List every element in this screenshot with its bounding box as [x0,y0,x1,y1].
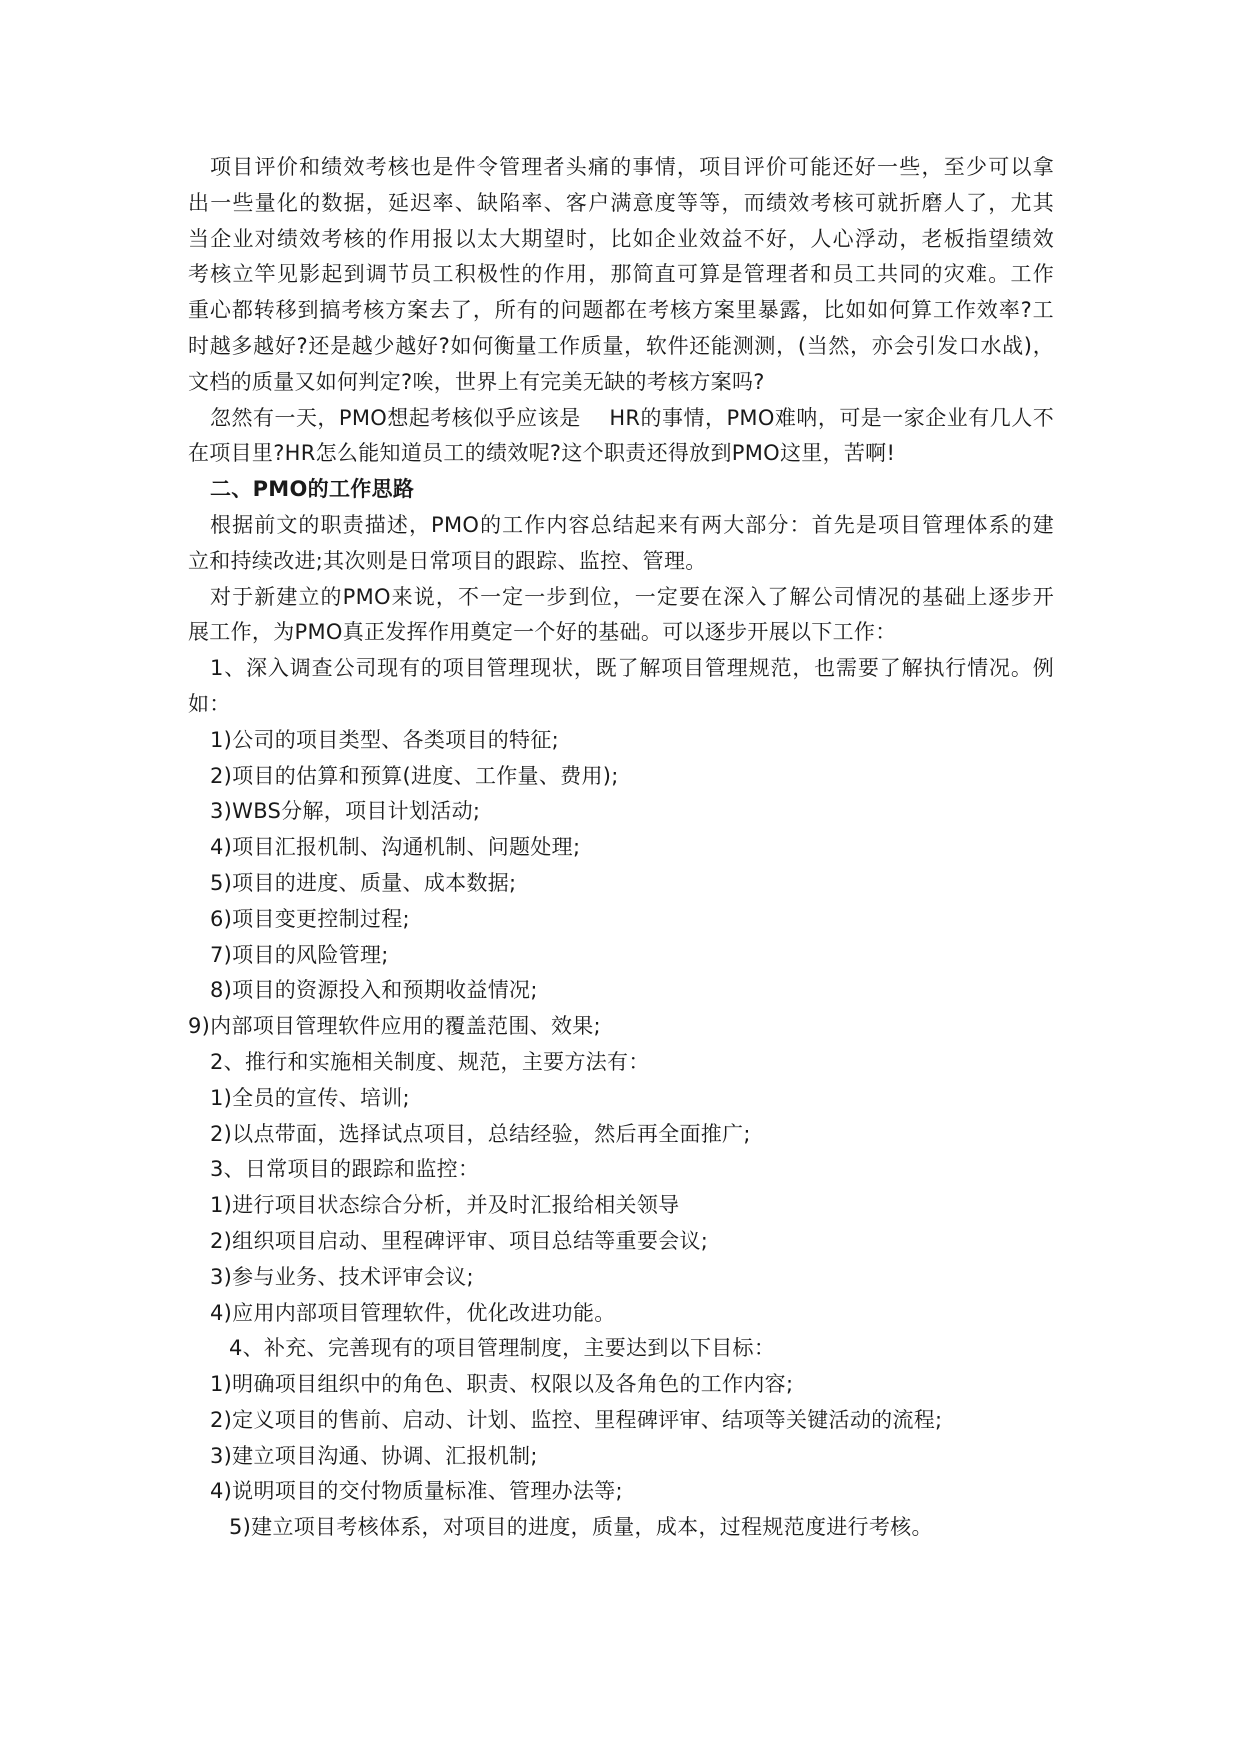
sub-list-item: 2)组织项目启动、里程碑评审、项目总结等重要会议; [210,1228,709,1253]
text-line: 忽然有一天，PMO想起考核似乎应该是 HR的事情，PMO难呐，可是一家企业有几人不 [210,405,1054,430]
sub-list-item: 5)项目的进度、质量、成本数据; [210,870,517,895]
section-heading: 二、PMO的工作思路 [210,477,415,502]
paragraph-hr-responsibility [188,401,1054,473]
text-line: 考核立竿见影起到调节员工积极性的作用，那简直可算是管理者和员工共同的灾难。工作 [188,262,1054,287]
list-item-2: 2、推行和实施相关制度、规范，主要方法有： [210,1049,650,1074]
sub-list-2 [188,1081,1054,1153]
text-line: 项目评价和绩效考核也是件令管理者头痛的事情，项目评价可能还好一些，至少可以拿 [210,155,1054,179]
sub-list-item: 4)应用内部项目管理软件，优化改进功能。 [210,1300,616,1325]
text-line: 根据前文的职责描述，PMO的工作内容总结起来有两大部分：首先是项目管理体系的建 [210,512,1054,537]
sub-list-3 [188,1188,1054,1331]
sub-list-item: 3)WBS分解，项目计划活动; [210,799,481,824]
list-item-3: 3、日常项目的跟踪和监控： [210,1157,480,1182]
sub-list-item: 4)说明项目的交付物质量标准、管理办法等; [210,1479,623,1504]
sub-list-item: 1)进行项目状态综合分析，并及时汇报给相关领导 [210,1193,680,1218]
list-item-4: 4、补充、完善现有的项目管理制度，主要达到以下目标： [229,1336,776,1361]
sub-list-item: 3)建立项目沟通、协调、汇报机制; [210,1443,538,1468]
sub-list-4 [188,1367,1054,1546]
sub-list-item: 2)定义项目的售前、启动、计划、监控、里程碑评审、结项等关键活动的流程; [210,1407,943,1432]
sub-list-item: 1)全员的宣传、培训; [210,1085,410,1110]
paragraph-performance-evaluation [188,150,1054,401]
text-line: 展工作，为PMO真正发挥作用奠定一个好的基础。可以逐步开展以下工作： [188,620,897,645]
sub-list-item: 1)公司的项目类型、各类项目的特征; [210,727,560,752]
sub-list-item: 9)内部项目管理软件应用的覆盖范围、效果; [188,1014,601,1039]
sub-list-item: 6)项目变更控制过程; [210,906,410,931]
paragraph-new-pmo [188,580,1054,652]
text-line: 1、深入调查公司现有的项目管理现状，既了解项目管理规范，也需要了解执行情况。例 [210,656,1054,681]
document-body [188,150,1054,1546]
sub-list-item: 8)项目的资源投入和预期收益情况; [210,978,538,1003]
sub-list-item: 1)明确项目组织中的角色、职责、权限以及各角色的工作内容; [210,1372,794,1397]
text-line: 在项目里?HR怎么能知道员工的绩效呢?这个职责还得放到PMO这里，苦啊! [188,441,896,466]
text-line: 文档的质量又如何判定?唉，世界上有完美无缺的考核方案吗? [188,369,765,394]
sub-list-item: 3)参与业务、技术评审会议; [210,1264,474,1289]
sub-list-1 [188,723,1054,1045]
sub-list-item: 4)项目汇报机制、沟通机制、问题处理; [210,835,581,860]
sub-list-item: 5)建立项目考核体系，对项目的进度，质量，成本，过程规范度进行考核。 [229,1515,933,1540]
text-line: 当企业对绩效考核的作用报以太大期望时，比如企业效益不好，人心浮动，老板指望绩效 [188,226,1054,251]
text-line: 出一些量化的数据，延迟率、缺陷率、客户满意度等等，而绩效考核可就折磨人了，尤其 [188,190,1054,215]
paragraph-pmo-scope [188,508,1054,580]
sub-list-item: 2)以点带面，选择试点项目，总结经验，然后再全面推广; [210,1121,751,1146]
text-line: 时越多越好?还是越少越好?如何衡量工作质量，软件还能测测，(当然，亦会引发口水战)， [188,333,1054,358]
text-line: 重心都转移到搞考核方案去了，所有的问题都在考核方案里暴露，比如如何算工作效率?工 [188,298,1054,323]
text-line: 如： [188,691,231,716]
sub-list-item: 7)项目的风险管理; [210,942,389,967]
list-item-1 [188,651,1054,723]
text-line: 对于新建立的PMO来说，不一定一步到位，一定要在深入了解公司情况的基础上逐步开 [210,584,1054,609]
sub-list-item: 2)项目的估算和预算(进度、工作量、费用); [210,763,619,788]
text-line: 立和持续改进;其次则是日常项目的跟踪、监控、管理。 [188,548,707,573]
